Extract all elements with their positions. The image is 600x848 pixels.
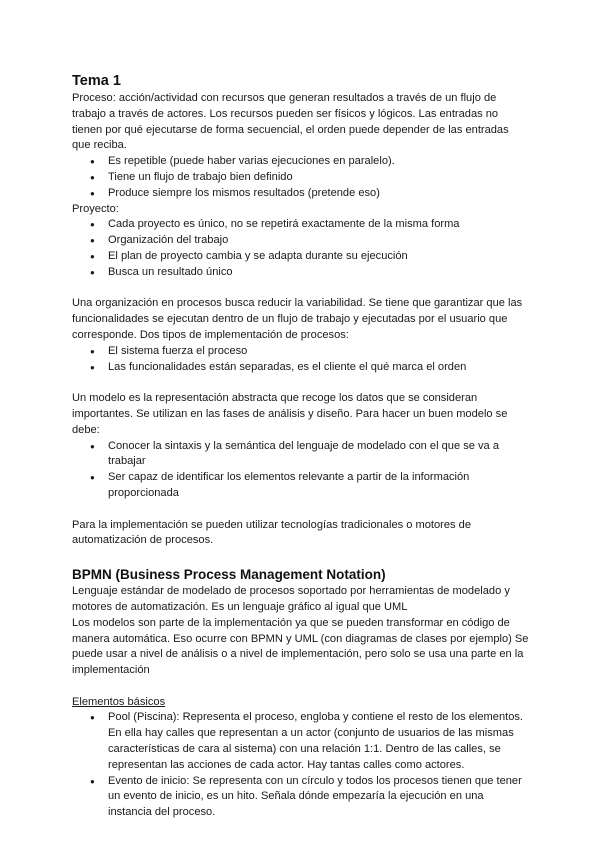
spacer	[72, 502, 530, 518]
list-item: ● Ser capaz de identificar los elementos relevante a partir de la información proporcionada	[72, 470, 530, 502]
modelo-bullet-list	[72, 439, 530, 502]
list-item: ● Produce siempre los mismos resultados (pretende eso)	[72, 186, 530, 202]
spacer	[72, 281, 530, 297]
organizacion-paragraph: Una organización en procesos busca reducir la variabilidad. Se tiene que garantizar que las funcionalidades se ejecutan dentro de un flujo de trabajo y ejecutadas por el usuario que corresponde. Dos tipos de implementación de procesos:	[72, 297, 523, 341]
list-item: ● Evento de inicio: Se representa con un círculo y todos los procesos tienen que tener un evento de inicio, es un hito. Señala dónde empezaría la ejecución en una instancia del proceso.	[72, 774, 530, 821]
list-item: ● Busca un resultado único	[72, 265, 530, 281]
list-item: ● El plan de proyecto cambia y se adapta durante su ejecución	[72, 249, 530, 265]
proceso-definition: Proceso: acción/actividad con recursos que generan resultados a través de un flujo de trabajo a través de actores. Los recursos pueden ser físicos y lógicos. Las entradas no tienen por qué ejecutarse de forma secuencial, el orden puede depender de las entradas que reciba.	[72, 92, 509, 152]
list-item: ● Pool (Piscina): Representa el proceso, engloba y contiene el resto de los elementos. En ella hay calles que representan a un actor (conjunto de usuarios de las mismas características de cara al sistema) con una relación 1:1. Dentro de las calles, se representan las acciones de cada actor. Hay tantas calles como actores.	[72, 710, 530, 773]
bpmn-paragraph-1: Lenguaje estándar de modelado de procesos soportado por herramientas de modelado y motores de automatización. Es un lenguaje gráfico al igual que UML	[72, 585, 510, 613]
section-title-tema1: Tema 1	[72, 73, 121, 89]
proyecto-label: Proyecto:	[72, 202, 119, 215]
section-title-bpmn: BPMN (Business Process Management Notation)	[72, 567, 386, 583]
spacer	[72, 375, 530, 391]
elementos-basicos-heading: Elementos básicos	[72, 695, 166, 708]
list-item: ● Cada proyecto es único, no se repetirá exactamente de la misma forma	[72, 217, 530, 233]
proyecto-bullet-list	[72, 217, 530, 280]
list-item: ● Tiene un flujo de trabajo bien definido	[72, 170, 530, 186]
proceso-bullet-list	[72, 154, 530, 201]
organizacion-bullet-list	[72, 344, 530, 376]
implementacion-paragraph: Para la implementación se pueden utilizar tecnologías tradicionales o motores de automatización de procesos.	[72, 518, 471, 547]
list-item: ● Organización del trabajo	[72, 233, 530, 249]
bpmn-paragraph-2: Los modelos son parte de la implementación ya que se pueden transformar en código de manera automática. Eso ocurre con BPMN y UML (con diagramas de clases por ejemplo) Se puede usar a nivel de análisis o a nivel de implementación, pero solo se usa una parte en la implementación	[72, 616, 529, 677]
spacer	[72, 679, 530, 695]
list-item: ● Es repetible (puede haber varias ejecuciones en paralelo).	[72, 154, 530, 170]
list-item: ● Conocer la sintaxis y la semántica del lenguaje de modelado con el que se va a trabajar	[72, 439, 530, 471]
modelo-paragraph: Un modelo es la representación abstracta que recoge los datos que se consideran importantes. Se utilizan en las fases de análisis y diseño. Para hacer un buen modelo se debe:	[72, 392, 508, 436]
list-item: ● El sistema fuerza el proceso	[72, 344, 530, 360]
list-item: ● Las funcionalidades están separadas, es el cliente el qué marca el orden	[72, 360, 530, 376]
elementos-bullet-list	[72, 710, 530, 821]
